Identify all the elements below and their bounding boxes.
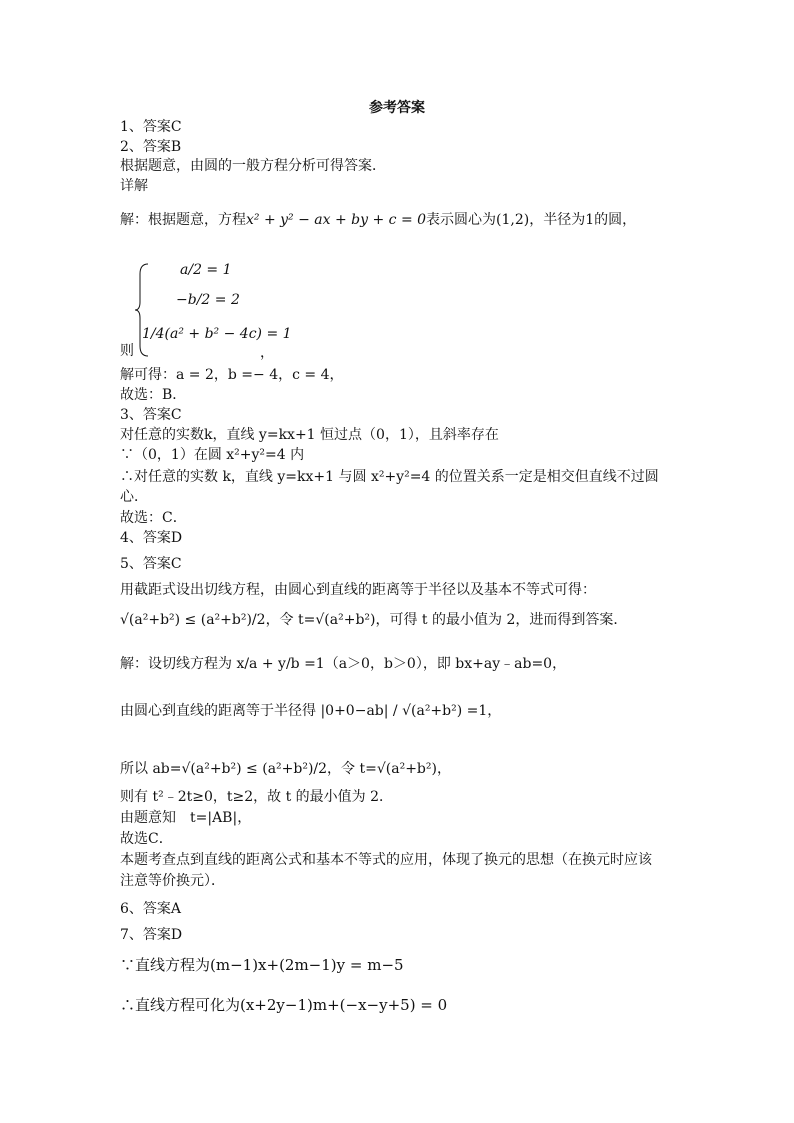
system-eq-3: 1/4(a² + b² − 4c) = 1 bbox=[142, 326, 292, 342]
reason-3-cont: 心． bbox=[120, 489, 148, 505]
circle-equation: x² + y² − ax + by + c = 0 bbox=[246, 212, 427, 228]
answer-4: 4、答案D bbox=[120, 530, 183, 546]
hint-text: 根据题意，由圆的一般方程分析可得答案． bbox=[120, 158, 386, 174]
t-inequality: 则有 t²﹣2t≥0，t≥2，故 t 的最小值为 2． bbox=[120, 789, 394, 805]
choice-c: 故选：C． bbox=[120, 510, 187, 526]
comment-line-2: 注意等价换元）． bbox=[120, 873, 225, 889]
line-equation-2: ∴直线方程可化为(x+2y−1)m+(−x−y+5) = 0 bbox=[120, 996, 448, 1014]
inequality-expr: √(a²+b²) ≤ (a²+b²)/2 bbox=[120, 612, 266, 628]
system-eq-2: −b/2 = 2 bbox=[176, 292, 240, 308]
left-brace-icon bbox=[134, 262, 154, 358]
inequality-note: ，令 t=√(a²+b²)，可得 t 的最小值为 2，进而得到答案． bbox=[265, 612, 628, 628]
page-title: 参考答案 bbox=[369, 100, 425, 116]
reason-2: ∵（0，1）在圆 x²+y²=4 内 bbox=[120, 447, 305, 463]
answer-3: 3、答案C bbox=[120, 407, 182, 423]
answer-7: 7、答案D bbox=[120, 927, 183, 943]
t-definition: 由题意知 t=|AB|， bbox=[120, 810, 252, 826]
distance-eq: 由圆心到直线的距离等于半径得 |0+0−ab| / √(a²+b²) =1， bbox=[120, 703, 502, 719]
equation-system bbox=[120, 262, 320, 361]
solution-prefix: 解：根据题意，方程 bbox=[120, 212, 246, 228]
ab-inequality: 所以 ab=√(a²+b²) ≤ (a²+b²)/2，令 t=√(a²+b²)， bbox=[120, 761, 451, 777]
choice-b: 故选：B． bbox=[120, 387, 187, 403]
answer-6: 6、答案A bbox=[120, 901, 182, 917]
reason-3: ∴对任意的实数 k，直线 y=kx+1 与圆 x²+y²=4 的位置关系一定是相交但直线不过圆 bbox=[120, 469, 659, 485]
reason-1: 对任意的实数k，直线 y=kx+1 恒过点（0，1），且斜率存在 bbox=[120, 427, 499, 443]
comment-line-1: 本题考查点到直线的距离公式和基本不等式的应用，体现了换元的思想（在换元时应该 bbox=[120, 852, 652, 868]
system-comma: ， bbox=[260, 345, 274, 361]
solution-line-1 bbox=[120, 211, 636, 229]
solve-result: 解可得：a = 2，b =− 4，c = 4， bbox=[120, 367, 344, 383]
system-eq-1: a/2 = 1 bbox=[180, 262, 232, 278]
then-label: 则 bbox=[120, 343, 134, 359]
inequality-line bbox=[120, 611, 627, 629]
answer-2: 2、答案B bbox=[120, 139, 182, 155]
answer-1: 1、答案C bbox=[120, 119, 182, 135]
line-equation-1: ∵直线方程为(m−1)x+(2m−1)y = m−5 bbox=[120, 956, 404, 974]
choice-c-2: 故选C． bbox=[120, 831, 173, 847]
answer-5: 5、答案C bbox=[120, 556, 182, 572]
solution-suffix: 表示圆心为(1,2)，半径为1的圆， bbox=[426, 212, 637, 228]
tangent-line-eq: 解：设切线方程为 x/a + y/b =1（a＞0，b＞0），即 bx+ay﹣ab=0， bbox=[120, 656, 567, 672]
analysis-5: 用截距式设出切线方程，由圆心到直线的距离等于半径以及基本不等式可得： bbox=[120, 582, 596, 598]
detail-heading: 详解 bbox=[120, 178, 148, 194]
